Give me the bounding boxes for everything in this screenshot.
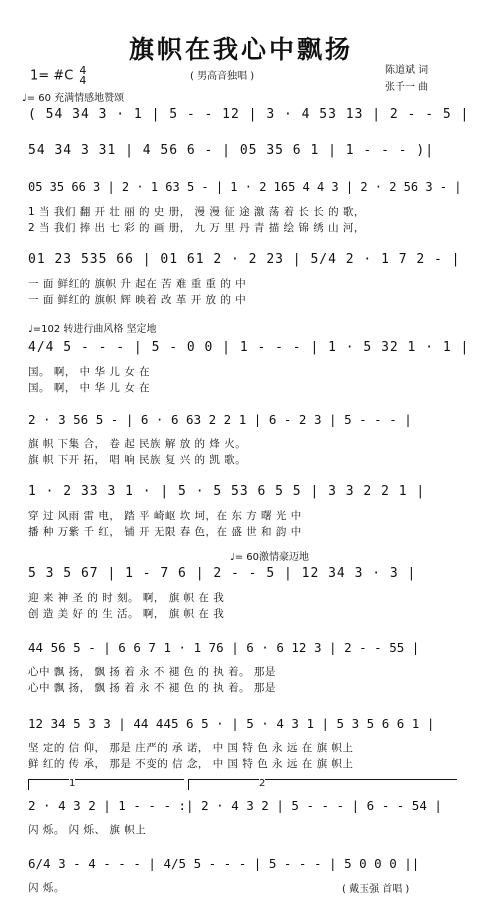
notation-line-8: 5 3 5 67 | 1 - 7 6 | 2 - - 5 | 12 34 3 · 3 | [28, 566, 417, 581]
lyric-line-8b: 创 造 美 好 的 生 活。 啊， 旗 帜 在 我 [28, 608, 225, 620]
quarter-note-icon: ♩ [22, 93, 27, 104]
notation-line-9: 44 56 5 - | 6 6 7 1 · 1 76 | 6 · 6 12 3 | 2 - - 55 | [28, 640, 420, 655]
lyricist-credit: 陈道斌 词 [385, 65, 429, 76]
time-signature [79, 66, 86, 86]
notation-line-7: 1 · 2 33 3 1 · | 5 · 5 53 6 5 5 | 3 3 2 2 1 | [28, 484, 426, 499]
lyric-line-3a: 1 当 我们 翻 开 壮 丽 的 史 册， 漫 漫 征 途 激 荡 着 长 长 的 歌， [28, 206, 365, 218]
volta-label-1: 1 [69, 778, 76, 789]
key-text: 1= #C [30, 68, 74, 84]
lyric-line-3b: 2 当 我们 捧 出 七 彩 的 画 册， 九 万 里 丹 青 描 绘 锦 绣 山 河， [28, 222, 365, 234]
lyric-line-6a: 旗 帜 下集 合， 卷 起 民族 解 放 的 烽 火。 [28, 438, 247, 450]
notation-line-1: ( 54 34 3 · 1 | 5 - - 12 | 3 · 4 53 13 | 2 - - 5 | [28, 107, 470, 122]
lyric-line-8a: 迎 来 神 圣 的 时 刻。 啊， 旗 帜 在 我 [28, 592, 225, 604]
performance-subtitle: ( 男高音独唱 ) [190, 71, 255, 82]
volta-bracket-2 [188, 779, 457, 790]
lyric-line-5b: 国。 啊， 中 华 儿 女 在 [28, 382, 151, 394]
lyric-line-5a: 国。 啊， 中 华 儿 女 在 [28, 366, 151, 378]
lyric-line-11: 闪 烁。 闪 烁、 旗 帜上 [28, 824, 147, 836]
notation-line-4: 01 23 535 66 | 01 61 2 · 2 23 | 5/4 2 · 1 7 2 - | [28, 252, 461, 267]
lyric-line-10a: 坚 定的 信 仰， 那是 庄严的 承 诺， 中 国 特 色 永 远 在 旗 帜上 [28, 742, 354, 754]
time-bottom: 4 [79, 74, 87, 87]
lyric-line-4a: 一 面 鲜红的 旗帜 升 起在 苦 难 重 重 的 中 [28, 278, 247, 290]
volta-label-2: 2 [259, 778, 266, 789]
tempo-text-2: =102 转进行曲风格 坚定地 [32, 324, 157, 335]
song-title: 旗帜在我心中飘扬 [128, 35, 353, 64]
notation-line-11: 2 · 4 3 2 | 1 - - - :| 2 · 4 3 2 | 5 - - - | 6 - - 54 | [28, 798, 442, 813]
tempo-text-1: = 60 充满情感地赞颂 [26, 93, 125, 104]
quarter-note-icon: ♩ [230, 552, 235, 563]
tempo-marking-3 [230, 548, 309, 563]
lyric-line-10b: 鲜 红的 传 承， 那是 不变的 信 念， 中 国 特 色 永 远 在 旗 帜上 [28, 758, 354, 770]
singer-credit: ( 戴玉强 首唱 ) [342, 884, 410, 895]
notation-line-3: 05 35 66 3 | 2 · 1 63 5 - | 1 · 2 165 4 4 3 | 2 · 2 56 3 - | [28, 180, 462, 194]
lyric-line-9b: 心中 飘 扬， 飘 扬 着 永 不 褪 色 的 执 着。 那是 [28, 682, 276, 694]
tempo-text-3: = 60激情豪迈地 [234, 552, 310, 563]
lyric-line-6b: 旗 帜 下开 拓， 唱 响 民族 复 兴 的 凯 歌。 [28, 454, 247, 466]
notation-line-2: 54 34 3 31 | 4 56 6 - | 05 35 6 1 | 1 - - - )| [28, 143, 435, 158]
lyric-line-9a: 心中 飘 扬， 飘 扬 着 永 不 褪 色 的 执 着。 那是 [28, 666, 276, 678]
notation-line-5: 4/4 5 - - - | 5 - 0 0 | 1 - - - | 1 · 5 32 1 · 1 | [28, 340, 470, 355]
notation-line-12: 6/4 3 - 4 - - - | 4/5 5 - - - | 5 - - - | 5 0 0 0 || [28, 856, 420, 871]
key-signature [30, 66, 86, 86]
tempo-marking-1 [22, 89, 124, 104]
lyric-line-4b: 一 面 鲜红的 旗帜 辉 映着 改 革 开 放 的 中 [28, 294, 247, 306]
quarter-note-icon: ♩ [28, 324, 33, 335]
lyric-line-12: 闪 烁。 [28, 882, 65, 894]
time-top: 4 [79, 64, 87, 77]
lyric-line-7b: 播 种 万紫 千 红， 铺 开 无限 春 色，在 盛 世 和 韵 中 [28, 526, 302, 538]
volta-bracket-1 [28, 779, 184, 790]
lyric-line-7a: 穿 过 风雨 雷 电， 踏 平 崎岖 坎 坷，在 东 方 曙 光 中 [28, 510, 302, 522]
composer-credit: 张千一 曲 [385, 82, 429, 93]
tempo-marking-2 [28, 320, 157, 335]
notation-line-10: 12 34 5 3 3 | 44 445 6 5 · | 5 · 4 3 1 | 5 3 5 6 6 1 | [28, 716, 435, 731]
notation-line-6: 2 · 3 56 5 - | 6 · 6 63 2 2 1 | 6 - 2 3 | 5 - - - | [28, 412, 412, 427]
